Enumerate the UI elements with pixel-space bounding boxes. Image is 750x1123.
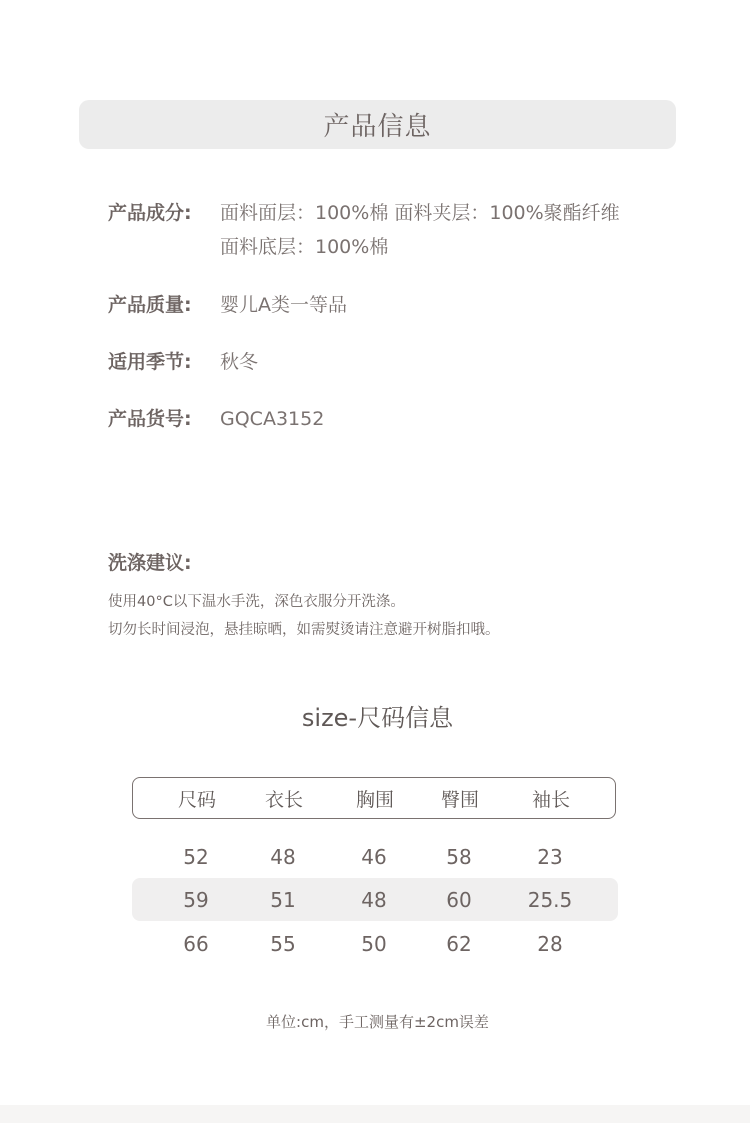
- table-cell: 66: [183, 931, 209, 956]
- table-cell: 51: [270, 887, 296, 912]
- header-cell: 尺码: [177, 788, 216, 811]
- info-value-line: 婴儿A类一等品: [220, 294, 347, 316]
- table-cell: 58: [446, 844, 472, 869]
- washing-text: [108, 588, 500, 644]
- table-cell: 59: [183, 887, 209, 912]
- table-row: [132, 922, 618, 965]
- header-cell: 臀围: [440, 788, 479, 811]
- table-cell: 48: [270, 844, 296, 869]
- section-banner: [79, 100, 676, 149]
- table-cell: 60: [446, 887, 472, 912]
- info-value: [220, 288, 347, 322]
- info-row-sku: [108, 402, 324, 436]
- bottom-divider: [0, 1105, 750, 1123]
- info-label: 产品质量:: [108, 294, 192, 316]
- table-cell: 55: [270, 931, 296, 956]
- measurement-note: 单位:cm，手工测量有±2cm误差: [266, 1013, 489, 1031]
- table-cell: 25.5: [527, 887, 573, 912]
- info-value-line: 面料面层：100%棉 面料夹层：100%聚酯纤维: [220, 202, 620, 224]
- table-cell: 46: [361, 844, 387, 869]
- info-label: 产品成分:: [108, 202, 192, 224]
- header-cell: 衣长: [264, 788, 303, 811]
- section-title: 产品信息: [323, 112, 432, 142]
- info-row-season: [108, 345, 258, 379]
- info-row-composition: [108, 196, 620, 264]
- info-label: 产品货号:: [108, 408, 192, 430]
- table-cell: 62: [446, 931, 472, 956]
- info-value-line: GQCA3152: [220, 408, 325, 430]
- washing-line: 使用40°C以下温水手洗，深色衣服分开洗涤。: [108, 594, 405, 610]
- size-title: size-尺码信息: [301, 704, 454, 732]
- info-value-line: 秋冬: [220, 351, 259, 373]
- info-label: 适用季节:: [108, 351, 192, 373]
- table-cell: 52: [183, 844, 209, 869]
- info-value: [220, 345, 258, 379]
- size-table-header: [132, 777, 616, 819]
- table-row: [132, 878, 618, 921]
- info-value-line: 面料底层：100%棉: [220, 236, 389, 258]
- washing-title: 洗涤建议:: [108, 552, 192, 574]
- header-cell: 胸围: [355, 788, 394, 811]
- info-value: [220, 402, 324, 436]
- table-cell: 28: [537, 931, 563, 956]
- header-cell: 袖长: [531, 788, 570, 811]
- info-row-quality: [108, 288, 347, 322]
- table-cell: 48: [361, 887, 387, 912]
- table-row: [132, 835, 618, 878]
- table-cell: 23: [537, 844, 563, 869]
- info-value: [220, 196, 620, 264]
- table-cell: 50: [361, 931, 387, 956]
- washing-line: 切勿长时间浸泡，悬挂晾晒，如需熨烫请注意避开树脂扣哦。: [108, 622, 500, 638]
